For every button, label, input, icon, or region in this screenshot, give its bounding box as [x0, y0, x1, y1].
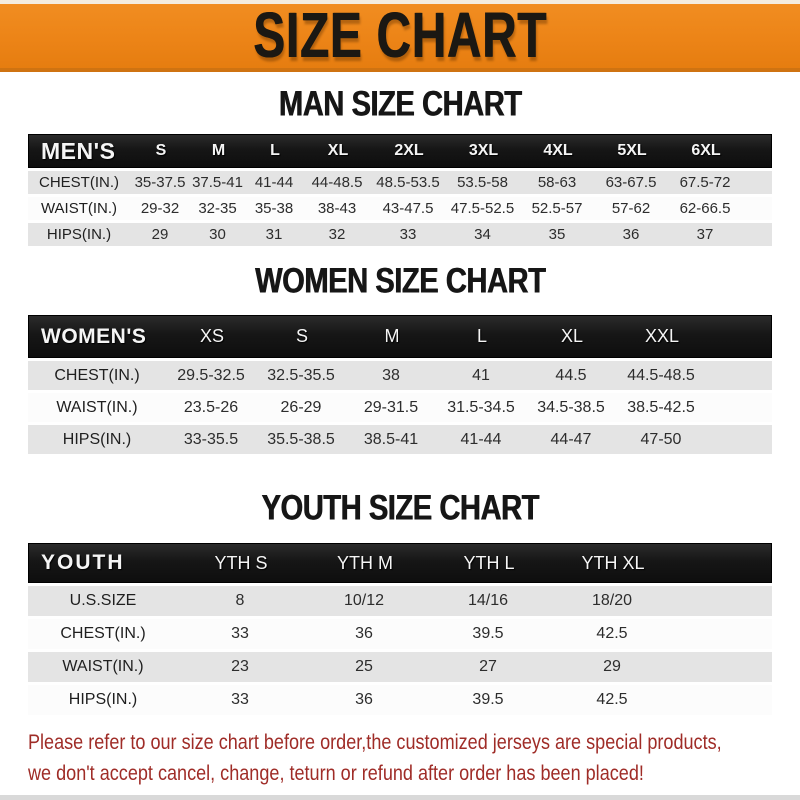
value-cell: 44.5-48.5	[627, 366, 695, 384]
table-row	[28, 425, 772, 454]
value-cell: 39.5	[472, 691, 504, 708]
value-cell: 43-47.5	[382, 200, 434, 217]
women-size-table	[28, 315, 772, 454]
row-label: HIPS(IN.)	[68, 691, 138, 708]
value-cell: 32	[328, 226, 346, 243]
row-label: HIPS(IN.)	[62, 430, 132, 448]
value-cell: 47.5-52.5	[450, 200, 515, 217]
section-men	[0, 83, 800, 246]
value-cell: 48.5-53.5	[376, 174, 440, 191]
column-header-m: M	[211, 142, 226, 159]
value-cell: 33	[399, 226, 417, 243]
column-header-5xl: 5XL	[617, 142, 647, 159]
value-cell: 27	[479, 658, 497, 675]
column-header-l: L	[270, 142, 280, 159]
value-cell: 25	[355, 658, 373, 675]
value-cell: 32.5-35.5	[267, 366, 335, 384]
row-label: CHEST(IN.)	[54, 366, 140, 384]
row-label: CHEST(IN.)	[60, 625, 146, 642]
table-header-row	[28, 543, 772, 583]
table-row	[28, 652, 772, 682]
value-cell: 36	[355, 691, 373, 708]
table-corner-label: WOMEN'S	[41, 324, 147, 348]
value-cell: 38.5-42.5	[627, 398, 695, 416]
column-header-m: M	[384, 326, 400, 346]
value-cell: 35-37.5	[134, 174, 186, 191]
column-header-xl: XL	[560, 326, 584, 346]
column-header-yth-s: YTH S	[214, 552, 268, 573]
table-row	[28, 586, 772, 616]
value-cell: 31.5-34.5	[447, 398, 515, 416]
column-header-xs: XS	[199, 326, 224, 346]
row-label: WAIST(IN.)	[56, 398, 138, 416]
disclaimer-line-1: Please refer to our size chart before order,the customized jerseys are special products,	[28, 731, 722, 754]
value-cell: 34.5-38.5	[537, 398, 605, 416]
table-corner-label: YOUTH	[41, 551, 125, 574]
row-label: CHEST(IN.)	[39, 174, 119, 191]
column-header-s: S	[155, 142, 167, 159]
table-row	[28, 361, 772, 390]
value-cell: 30	[209, 226, 226, 243]
row-label: WAIST(IN.)	[40, 200, 118, 217]
value-cell: 39.5	[472, 625, 504, 642]
column-header-s: S	[295, 326, 308, 346]
value-cell: 38-43	[317, 200, 357, 217]
table-row	[28, 197, 772, 220]
value-cell: 29-32	[140, 200, 180, 217]
column-header-yth-xl: YTH XL	[581, 552, 645, 573]
value-cell: 18/20	[591, 592, 633, 609]
table-row	[28, 223, 772, 246]
column-header-yth-m: YTH M	[337, 552, 393, 573]
column-header-3xl: 3XL	[468, 142, 499, 159]
column-header-xxl: XXL	[644, 326, 680, 346]
value-cell: 37.5-41	[192, 174, 243, 191]
value-cell: 35	[548, 226, 566, 243]
value-cell: 23.5-26	[183, 398, 239, 416]
youth-size-table	[28, 543, 772, 715]
column-header-xl: XL	[327, 142, 349, 159]
value-cell: 36	[355, 625, 373, 642]
value-cell: 37	[696, 226, 714, 243]
row-label: HIPS(IN.)	[46, 226, 112, 243]
value-cell: 52.5-57	[531, 200, 583, 217]
women-section-heading: WOMEN SIZE CHART	[254, 260, 546, 301]
value-cell: 31	[265, 226, 283, 243]
value-cell: 8	[235, 592, 245, 609]
table-row	[28, 171, 772, 194]
value-cell: 47-50	[640, 430, 682, 448]
table-row	[28, 619, 772, 649]
column-header-yth-l: YTH L	[463, 552, 515, 573]
value-cell: 14/16	[467, 592, 509, 609]
disclaimer-line-2: we don't accept cancel, change, teturn or refund after order has been placed!	[28, 762, 644, 785]
value-cell: 41	[472, 366, 490, 384]
value-cell: 53.5-58	[457, 174, 508, 191]
column-header-4xl: 4XL	[543, 142, 573, 159]
value-cell: 41-44	[254, 174, 294, 191]
column-header-l: L	[476, 326, 487, 346]
value-cell: 44-48.5	[311, 174, 363, 191]
value-cell: 35-38	[254, 200, 294, 217]
value-cell: 33	[231, 691, 249, 708]
value-cell: 35.5-38.5	[267, 430, 335, 448]
value-cell: 23	[231, 658, 249, 675]
value-cell: 29	[151, 226, 169, 243]
value-cell: 10/12	[343, 592, 385, 609]
section-women	[0, 260, 800, 454]
value-cell: 42.5	[596, 691, 628, 708]
column-header-2xl: 2XL	[394, 142, 424, 159]
value-cell: 38	[382, 366, 400, 384]
value-cell: 26-29	[280, 398, 322, 416]
value-cell: 58-63	[537, 174, 577, 191]
table-row	[28, 393, 772, 422]
banner-title: SIZE CHART	[253, 0, 547, 72]
value-cell: 67.5-72	[679, 174, 731, 191]
value-cell: 42.5	[596, 625, 628, 642]
youth-section-heading: YOUTH SIZE CHART	[261, 487, 539, 528]
value-cell: 62-66.5	[679, 200, 731, 217]
row-label: U.S.SIZE	[69, 592, 137, 609]
section-youth	[0, 487, 800, 715]
table-header-row	[28, 134, 772, 168]
value-cell: 29.5-32.5	[177, 366, 245, 384]
table-row	[28, 685, 772, 715]
value-cell: 44-47	[550, 430, 592, 448]
men-size-table	[28, 134, 772, 246]
value-cell: 63-67.5	[605, 174, 657, 191]
value-cell: 34	[474, 226, 491, 243]
value-cell: 57-62	[611, 200, 651, 217]
value-cell: 29-31.5	[363, 398, 419, 416]
table-corner-label: MEN'S	[41, 137, 116, 164]
value-cell: 29	[603, 658, 621, 675]
column-header-6xl: 6XL	[691, 142, 721, 159]
value-cell: 36	[622, 226, 640, 243]
value-cell: 32-35	[198, 200, 237, 217]
value-cell: 33-35.5	[183, 430, 239, 448]
image-bottom-edge	[0, 795, 800, 800]
size-chart-banner	[0, 0, 800, 72]
table-header-row	[28, 315, 772, 358]
value-cell: 33	[231, 625, 249, 642]
men-section-heading: MAN SIZE CHART	[278, 83, 522, 124]
row-label: WAIST(IN.)	[62, 658, 144, 675]
disclaimer-note	[28, 731, 800, 786]
value-cell: 41-44	[460, 430, 502, 448]
value-cell: 44.5	[555, 366, 587, 384]
value-cell: 38.5-41	[363, 430, 419, 448]
